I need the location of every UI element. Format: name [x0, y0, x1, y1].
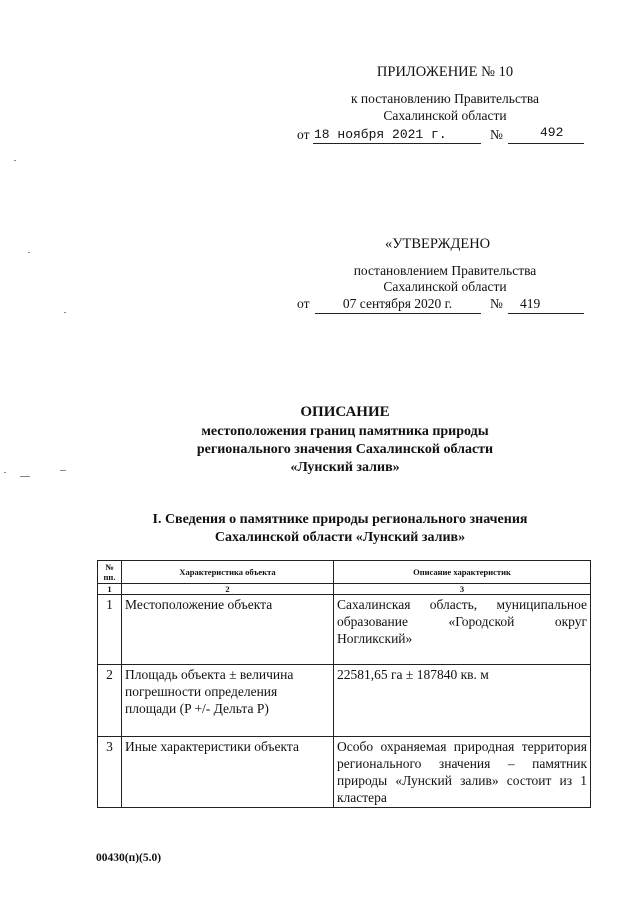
section-heading-line-1: I. Сведения о памятнике природы регионального значения: [152, 512, 528, 527]
table-row: [98, 737, 591, 808]
appendix-line-1: к постановлению Правительства: [350, 91, 540, 106]
approved-date-underline: [315, 313, 481, 314]
approved-number: 419: [520, 296, 541, 311]
description-line-3: «Лунский залив»: [290, 460, 400, 475]
row-characteristic: Иные характеристики объекта: [122, 737, 334, 808]
row-characteristic: Местоположение объекта: [122, 595, 334, 665]
row-number: 1: [98, 595, 122, 665]
section-heading-line-2: Сахалинской области «Лунский залив»: [214, 530, 466, 545]
header-num-line-1: №: [105, 562, 114, 572]
appendix-title: ПРИЛОЖЕНИЕ № 10: [376, 64, 514, 80]
scan-speck: [60, 470, 66, 471]
row-number: 3: [98, 737, 122, 808]
header-num: [98, 561, 122, 584]
appendix-date: 18 ноября 2021 г.: [314, 127, 447, 142]
footer-code: 00430(п)(5.0): [96, 852, 162, 864]
description-title: ОПИСАНИЕ: [300, 404, 390, 420]
appendix-line-2: Сахалинской области: [383, 108, 507, 123]
scan-speck: [14, 160, 16, 161]
appendix-from-label: от: [297, 127, 310, 142]
appendix-number: 492: [540, 125, 564, 140]
header-num-line-2: пп.: [103, 572, 116, 582]
header-description: Описание характеристик: [334, 561, 591, 584]
table-row: [98, 665, 591, 737]
approved-number-underline: [508, 313, 584, 314]
description-line-1: местоположения границ памятника природы: [201, 424, 489, 439]
table-row: [98, 595, 591, 665]
approved-title: «УТВЕРЖДЕНО: [385, 236, 491, 252]
row-description: Особо охраняемая природная территория регионального значения – памятник природы «Лунский залив» состоит из 1 кластера: [334, 737, 591, 808]
appendix-date-underline: [313, 143, 481, 144]
scan-speck: [64, 312, 66, 313]
object-info-table: [97, 560, 591, 808]
approved-line-1: постановлением Правительства: [353, 263, 537, 278]
table-header-row: [98, 561, 591, 584]
appendix-number-underline: [508, 143, 584, 144]
scan-speck: [4, 472, 6, 473]
row-number: 2: [98, 665, 122, 737]
scan-speck: [20, 476, 30, 477]
table-index-row: [98, 584, 591, 595]
row-description: 22581,65 га ± 187840 кв. м: [334, 665, 591, 737]
approved-number-label: №: [490, 296, 503, 311]
appendix-number-label: №: [490, 127, 503, 142]
row-description: Сахалинская область, муниципальное образование «Городской округ Ногликский»: [334, 595, 591, 665]
index-cell-2: 2: [122, 584, 334, 595]
header-characteristic: Характеристика объекта: [122, 561, 334, 584]
scan-speck: [28, 252, 30, 253]
index-cell-3: 3: [334, 584, 591, 595]
index-cell-1: 1: [98, 584, 122, 595]
approved-date: 07 сентября 2020 г.: [342, 296, 453, 311]
approved-line-2: Сахалинской области: [383, 279, 507, 294]
row-characteristic: Площадь объекта ± величина погрешности определения площади (P +/- Дельта P): [122, 665, 334, 737]
approved-from-label: от: [297, 296, 310, 311]
description-line-2: регионального значения Сахалинской области: [196, 442, 494, 457]
